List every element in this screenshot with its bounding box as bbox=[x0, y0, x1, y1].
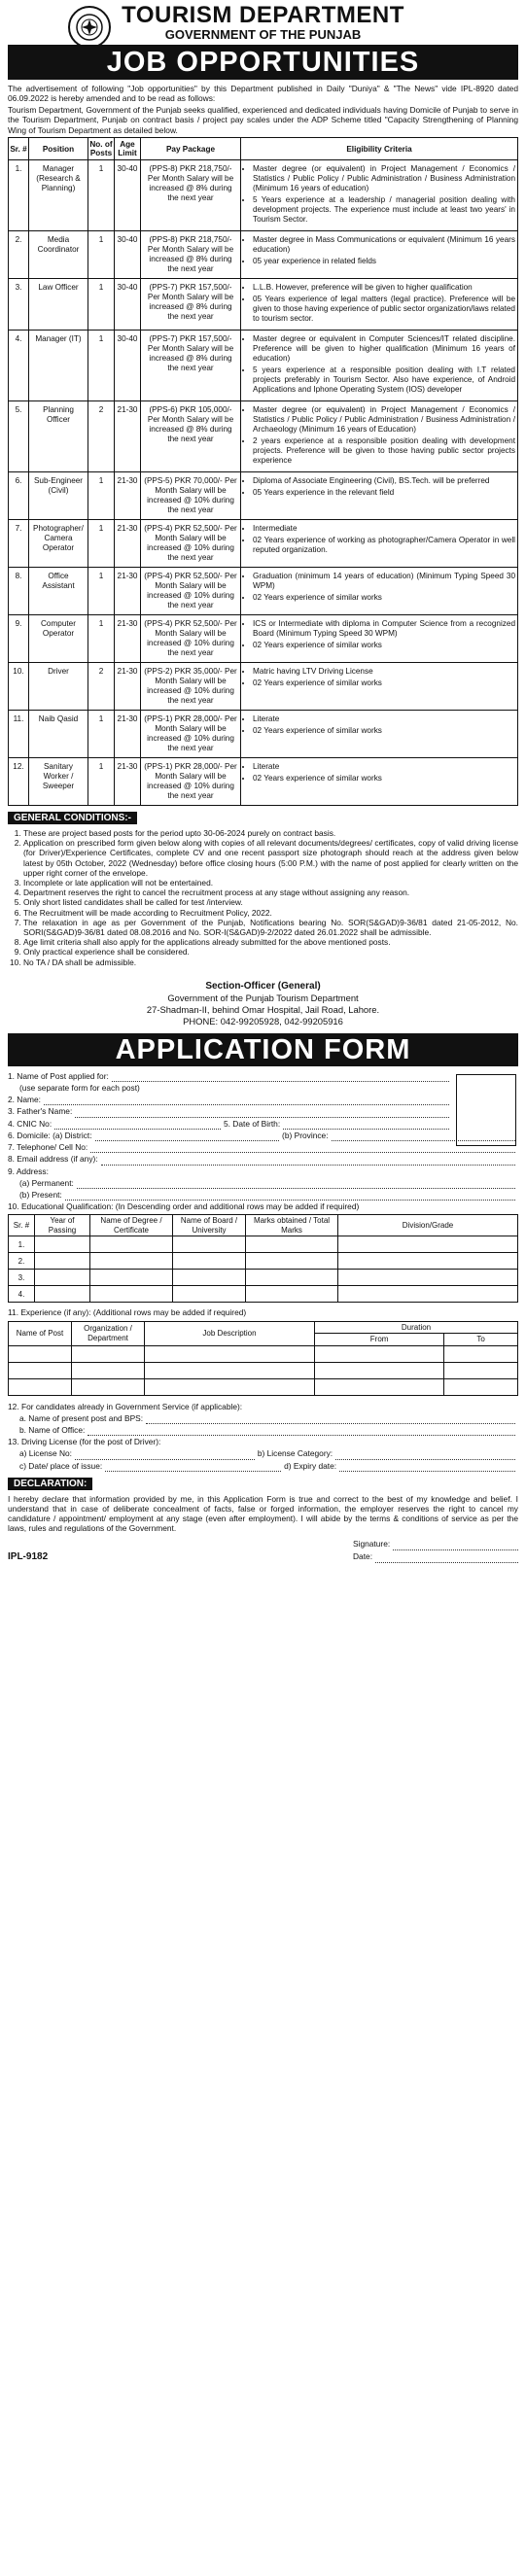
criteria-item: • 02 Years experience of similar works bbox=[253, 679, 515, 688]
experience-label-row bbox=[8, 1306, 518, 1318]
edu-cell[interactable] bbox=[338, 1270, 518, 1286]
col-posts: No. of Posts bbox=[88, 138, 115, 160]
criteria-item: • 05 Years experience in the relevant field bbox=[253, 488, 515, 498]
edu-cell[interactable] bbox=[246, 1253, 338, 1270]
criteria-item: • 2 years experience at a responsible position dealing with development projects. Preference will be given to those having public sector projects experience bbox=[253, 436, 515, 466]
exp-cell[interactable] bbox=[444, 1362, 518, 1378]
job-age: 21-30 bbox=[115, 568, 141, 615]
job-criteria bbox=[241, 615, 518, 663]
job-posts: 1 bbox=[88, 160, 115, 231]
table-row bbox=[9, 520, 518, 568]
edu-cell[interactable] bbox=[338, 1236, 518, 1253]
label-experience: 11. Experience (if any): (Additional rows may be added if required) bbox=[8, 1307, 247, 1318]
experience-table-header bbox=[9, 1321, 518, 1334]
job-position: Driver bbox=[29, 663, 88, 711]
job-criteria bbox=[241, 231, 518, 279]
contact-block bbox=[8, 981, 518, 1027]
punjab-emblem-icon bbox=[68, 6, 111, 49]
table-row bbox=[9, 663, 518, 711]
experience-table bbox=[8, 1321, 518, 1396]
exp-cell[interactable] bbox=[72, 1345, 145, 1362]
job-posts: 1 bbox=[88, 279, 115, 331]
criteria-item: • 02 Years experience of similar works bbox=[253, 641, 515, 650]
exp-cell[interactable] bbox=[444, 1345, 518, 1362]
department-title: TOURISM DEPARTMENT bbox=[122, 2, 404, 28]
job-position: Sanitary Worker / Sweeper bbox=[29, 758, 88, 806]
job-position: Law Officer bbox=[29, 279, 88, 331]
contact-title: Section-Officer (General) bbox=[205, 980, 321, 992]
job-age: 30-40 bbox=[115, 279, 141, 331]
edu-col-header: Division/Grade bbox=[338, 1215, 518, 1236]
job-age: 21-30 bbox=[115, 711, 141, 758]
label-name: 2. Name: bbox=[8, 1095, 41, 1105]
edu-cell[interactable] bbox=[35, 1270, 90, 1286]
photo-box bbox=[456, 1074, 516, 1146]
col-sr: Sr. # bbox=[9, 138, 29, 160]
edu-sr: 1. bbox=[9, 1236, 35, 1253]
job-sr: 6. bbox=[9, 472, 29, 520]
job-posts: 1 bbox=[88, 520, 115, 568]
label-license-issue: c) Date/ place of issue: bbox=[19, 1460, 103, 1471]
criteria-item: • 5 years experience at a responsible position dealing with I.T related projects preferably in Tourism Sector. Also have experience, of Android Applications and Iphone Operating System (IOS) developer bbox=[253, 366, 515, 395]
job-position: Office Assistant bbox=[29, 568, 88, 615]
exp-cell[interactable] bbox=[145, 1362, 315, 1378]
col-criteria: Eligibility Criteria bbox=[241, 138, 518, 160]
jobs-table-header bbox=[9, 138, 518, 160]
job-posts: 1 bbox=[88, 758, 115, 806]
edu-cell[interactable] bbox=[246, 1286, 338, 1303]
exp-cell[interactable] bbox=[9, 1378, 72, 1395]
job-pay: (PPS-7) PKR 157,500/- Per Month Salary will be increased @ 8% during the next year bbox=[141, 331, 241, 401]
job-sr: 5. bbox=[9, 401, 29, 472]
job-sr: 3. bbox=[9, 279, 29, 331]
advertisement-page bbox=[8, 0, 518, 1563]
job-age: 21-30 bbox=[115, 663, 141, 711]
condition-item: 4. Department reserves the right to cancel the recruitment process at any stage without assigning any reason. bbox=[23, 888, 518, 897]
exp-cell[interactable] bbox=[9, 1345, 72, 1362]
intro-text bbox=[8, 84, 518, 135]
job-pay: (PPS-7) PKR 157,500/- Per Month Salary will be increased @ 8% during the next year bbox=[141, 279, 241, 331]
job-criteria bbox=[241, 711, 518, 758]
job-age: 21-30 bbox=[115, 758, 141, 806]
government-subtitle: GOVERNMENT OF THE PUNJAB bbox=[164, 27, 362, 42]
edu-cell[interactable] bbox=[35, 1253, 90, 1270]
job-pay: (PPS-4) PKR 52,500/- Per Month Salary will be increased @ 10% during the next year bbox=[141, 568, 241, 615]
table-row bbox=[9, 568, 518, 615]
label-gov-service: 12. For candidates already in Government Service (if applicable): bbox=[8, 1401, 243, 1411]
job-sr: 12. bbox=[9, 758, 29, 806]
job-sr: 9. bbox=[9, 615, 29, 663]
cnic-field[interactable] bbox=[54, 1120, 221, 1130]
contact-line-2: 27-Shadman-II, behind Omar Hospital, Jail Road, Lahore. bbox=[146, 1003, 380, 1015]
job-pay: (PPS-4) PKR 52,500/- Per Month Salary will be increased @ 10% during the next year bbox=[141, 615, 241, 663]
edu-cell[interactable] bbox=[90, 1236, 173, 1253]
exp-cell[interactable] bbox=[145, 1378, 315, 1395]
label-license-category: b) License Category: bbox=[257, 1448, 333, 1459]
condition-item: 7. The relaxation in age as per Government of the Punjab, Notifications bearing No. SOR(S&GAD)9-36/81 dated 21-05-2012, No. SORI(S&GAD)9-36/81 dated 08.08.2016 and No. SOR-I(S&GAD)9-2/2022 dated 26.01.2022 shall be admissible. bbox=[23, 918, 518, 937]
edu-col-header: Name of Board / University bbox=[173, 1215, 246, 1236]
application-fields bbox=[8, 1070, 518, 1130]
office-name-field[interactable] bbox=[88, 1426, 515, 1436]
jobs-table-body bbox=[9, 160, 518, 806]
job-pay: (PPS-2) PKR 35,000/- Per Month Salary will be increased @ 10% during the next year bbox=[141, 663, 241, 711]
exp-cell[interactable] bbox=[72, 1378, 145, 1395]
post-applied-field[interactable] bbox=[112, 1072, 449, 1082]
job-age: 30-40 bbox=[115, 160, 141, 231]
label-father-name: 3. Father's Name: bbox=[8, 1106, 73, 1117]
condition-item: 9. Only practical experience shall be considered. bbox=[23, 947, 518, 957]
general-conditions-list bbox=[8, 828, 518, 967]
edu-col-header: Name of Degree / Certificate bbox=[90, 1215, 173, 1236]
job-position: Computer Operator bbox=[29, 615, 88, 663]
table-row bbox=[9, 401, 518, 472]
exp-cell[interactable] bbox=[315, 1378, 444, 1395]
edu-col-header: Marks obtained / Total Marks bbox=[246, 1215, 338, 1236]
telephone-field[interactable] bbox=[90, 1143, 515, 1153]
job-criteria bbox=[241, 568, 518, 615]
job-opportunities-banner: JOB OPPORTUNITIES bbox=[8, 45, 518, 80]
label-present-post: a. Name of present post and BPS: bbox=[19, 1412, 144, 1423]
label-email: 8. Email address (if any): bbox=[8, 1154, 98, 1165]
exp-col-from: From bbox=[315, 1334, 444, 1346]
criteria-item: • Graduation (minimum 14 years of education) (Minimum Typing Speed 30 WPM) bbox=[253, 572, 515, 591]
edu-cell[interactable] bbox=[246, 1236, 338, 1253]
edu-cell[interactable] bbox=[338, 1286, 518, 1303]
intro-paragraph-1: The advertisement of following "Job opportunities" by this Department published in Daily "Duniya" & "The News" vide IPL-8920 dated 06.09.2022 is hereby amended and to be read as follows: bbox=[8, 84, 518, 104]
label-permanent-address: (a) Permanent: bbox=[19, 1177, 74, 1188]
exp-cell[interactable] bbox=[72, 1362, 145, 1378]
table-row bbox=[9, 1362, 518, 1378]
table-row bbox=[9, 758, 518, 806]
job-sr: 1. bbox=[9, 160, 29, 231]
table-row bbox=[9, 1345, 518, 1362]
table-row bbox=[9, 160, 518, 231]
job-position: Sub-Engineer (Civil) bbox=[29, 472, 88, 520]
label-education: 10. Educational Qualification: (In Descending order and additional rows may be added if required) bbox=[8, 1201, 360, 1212]
table-row bbox=[9, 1286, 518, 1303]
job-posts: 1 bbox=[88, 711, 115, 758]
job-sr: 10. bbox=[9, 663, 29, 711]
declaration-title: DECLARATION: bbox=[8, 1478, 92, 1490]
exp-col-job: Job Description bbox=[145, 1321, 315, 1345]
criteria-item: • L.L.B. However, preference will be given to higher qualification bbox=[253, 283, 515, 293]
job-criteria bbox=[241, 401, 518, 472]
job-criteria bbox=[241, 758, 518, 806]
job-position: Media Coordinator bbox=[29, 231, 88, 279]
condition-item: 1. These are project based posts for the period upto 30-06-2024 purely on contract basis. bbox=[23, 828, 518, 838]
job-posts: 1 bbox=[88, 472, 115, 520]
job-sr: 8. bbox=[9, 568, 29, 615]
government-service-fields bbox=[8, 1401, 518, 1472]
criteria-item: • 02 Years experience of similar works bbox=[253, 774, 515, 783]
job-position: Naib Qasid bbox=[29, 711, 88, 758]
job-age: 21-30 bbox=[115, 615, 141, 663]
exp-cell[interactable] bbox=[145, 1345, 315, 1362]
exp-col-post: Name of Post bbox=[9, 1321, 72, 1345]
edu-col-header: Sr. # bbox=[9, 1215, 35, 1236]
table-row bbox=[9, 331, 518, 401]
education-table bbox=[8, 1214, 518, 1303]
signature-block bbox=[8, 1538, 518, 1563]
criteria-item: • 02 Years experience of working as photographer/Camera Operator in well reputed organization. bbox=[253, 536, 515, 555]
table-row bbox=[9, 711, 518, 758]
criteria-item: • Master degree (or equivalent) in Project Management / Economics / Statistics / Public Policy / Public Administration / Business Administration / Archaeology (Minimum 16 years of Education) bbox=[253, 405, 515, 435]
criteria-item: • Master degree or equivalent in Computer Sciences/IT related discipline. Preference will be given to higher qualification (Minimum 16 years of education) bbox=[253, 334, 515, 364]
edu-col-header: Year of Passing bbox=[35, 1215, 90, 1236]
education-table-header bbox=[9, 1215, 518, 1236]
condition-item: 3. Incomplete or late application will not be entertained. bbox=[23, 878, 518, 888]
job-age: 21-30 bbox=[115, 520, 141, 568]
edu-cell[interactable] bbox=[173, 1270, 246, 1286]
declaration-text: I hereby declare that information provided by me, in this Application Form is true and correct to the best of my knowledge and belief. I understand that in case of deliberate concealment of facts, false or forged information, the employer reserves the right to cancel my candidature / appointment/ employment at any stage (even after employment). I will abide by the terms & conditions of service as per the laws, rules and regulations of the Government. bbox=[8, 1493, 518, 1534]
edu-sr: 2. bbox=[9, 1253, 35, 1270]
criteria-item: • 5 Years experience at a leadership / managerial position dealing with development projects. The experience must include at least two years' in Tourism Sector. bbox=[253, 195, 515, 225]
exp-cell[interactable] bbox=[315, 1345, 444, 1362]
table-row bbox=[9, 615, 518, 663]
edu-cell[interactable] bbox=[246, 1270, 338, 1286]
dob-field[interactable] bbox=[283, 1120, 449, 1130]
job-criteria bbox=[241, 279, 518, 331]
table-row bbox=[9, 1378, 518, 1395]
license-no-field[interactable] bbox=[75, 1450, 255, 1460]
condition-item: 10. No TA / DA shall be admissible. bbox=[23, 957, 518, 967]
name-field[interactable] bbox=[44, 1096, 449, 1105]
label-post-applied: 1. Name of Post applied for: bbox=[8, 1070, 109, 1081]
edu-cell[interactable] bbox=[338, 1253, 518, 1270]
exp-cell[interactable] bbox=[315, 1362, 444, 1378]
exp-col-duration: Duration bbox=[315, 1321, 518, 1334]
label-separate-form: (use separate form for each post) bbox=[19, 1083, 140, 1094]
application-fields-2 bbox=[8, 1130, 518, 1212]
contact-line-1: Government of the Punjab Tourism Department bbox=[167, 992, 359, 1003]
condition-item: 2. Application on prescribed form given below along with copies of all relevant documents/degrees/ certificates, copy of valid driving license (for Driver)/Experience Certificates, complete CV and one recent passport size photograph should reach at the address given below latest by 05th October, 2022 (Wednesday) before office closing hours (5:00 P.M.) with the name of post applied for clearly written on the upper right corner of the envelope. bbox=[23, 838, 518, 878]
job-posts: 1 bbox=[88, 615, 115, 663]
job-pay: (PPS-8) PKR 218,750/- Per Month Salary will be increased @ 8% during the next year bbox=[141, 231, 241, 279]
edu-cell[interactable] bbox=[173, 1286, 246, 1303]
job-sr: 11. bbox=[9, 711, 29, 758]
label-signature: Signature: bbox=[353, 1538, 391, 1549]
table-row bbox=[9, 472, 518, 520]
edu-sr: 4. bbox=[9, 1286, 35, 1303]
label-present-address: (b) Present: bbox=[19, 1189, 62, 1200]
jobs-table bbox=[8, 137, 518, 806]
job-pay: (PPS-1) PKR 28,000/- Per Month Salary will be increased @ 10% during the next year bbox=[141, 711, 241, 758]
criteria-item: • Master degree in Mass Communications or equivalent (Minimum 16 years education) bbox=[253, 235, 515, 255]
label-domicile-province: (b) Province: bbox=[282, 1130, 329, 1140]
job-criteria bbox=[241, 520, 518, 568]
job-criteria bbox=[241, 472, 518, 520]
label-cnic: 4. CNIC No: bbox=[8, 1118, 53, 1129]
criteria-item: • ICS or Intermediate with diploma in Computer Science from a recognized Board (Minimum Typing Speed 30 WPM) bbox=[253, 619, 515, 639]
job-posts: 1 bbox=[88, 568, 115, 615]
present-post-field[interactable] bbox=[146, 1414, 515, 1424]
application-form-banner: APPLICATION FORM bbox=[8, 1033, 518, 1066]
criteria-item: • Literate bbox=[253, 762, 515, 772]
job-pay: (PPS-6) PKR 105,000/- Per Month Salary will be increased @ 8% during the next year bbox=[141, 401, 241, 472]
signature-fields bbox=[353, 1538, 518, 1563]
table-row bbox=[9, 231, 518, 279]
permanent-address-field[interactable] bbox=[77, 1179, 515, 1189]
job-sr: 2. bbox=[9, 231, 29, 279]
job-posts: 1 bbox=[88, 231, 115, 279]
job-posts: 2 bbox=[88, 401, 115, 472]
label-driving-license: 13. Driving License (for the post of Driver): bbox=[8, 1437, 161, 1447]
label-office-name: b. Name of Office: bbox=[19, 1424, 86, 1435]
present-address-field[interactable] bbox=[65, 1191, 515, 1201]
edu-cell[interactable] bbox=[35, 1286, 90, 1303]
edu-cell[interactable] bbox=[90, 1270, 173, 1286]
edu-cell[interactable] bbox=[173, 1253, 246, 1270]
job-pay: (PPS-1) PKR 28,000/- Per Month Salary will be increased @ 10% during the next year bbox=[141, 758, 241, 806]
intro-paragraph-2: Tourism Department, Government of the Punjab seeks qualified, experienced and dedicated individuals having Domicile of Punjab to serve in the Tourism Department, Punjab on contract basis / project pay scales under the ADP Scheme titled "Capacity Strengthening of Planning Wing of Tourism Department as detailed below. bbox=[8, 104, 518, 135]
criteria-item: • Diploma of Associate Engineering (Civil), BS.Tech. will be preferred bbox=[253, 476, 515, 486]
edu-cell[interactable] bbox=[173, 1236, 246, 1253]
condition-item: 8. Age limit criteria shall also apply for the applications already submitted for the above mentioned posts. bbox=[23, 937, 518, 947]
job-age: 21-30 bbox=[115, 401, 141, 472]
father-name-field[interactable] bbox=[75, 1108, 449, 1118]
edu-cell[interactable] bbox=[35, 1236, 90, 1253]
label-license-expiry: d) Expiry date: bbox=[284, 1460, 337, 1471]
job-pay: (PPS-5) PKR 70,000/- Per Month Salary will be increased @ 10% during the next year bbox=[141, 472, 241, 520]
table-row bbox=[9, 1236, 518, 1253]
condition-item: 6. The Recruitment will be made according to Recruitment Policy, 2022. bbox=[23, 908, 518, 918]
criteria-item: • Intermediate bbox=[253, 524, 515, 534]
table-row bbox=[9, 279, 518, 331]
criteria-item: • Master degree (or equivalent) in Project Management / Economics / Statistics / Public Policy / Public Administration / Business Administration (Minimum 16 years of education) bbox=[253, 164, 515, 193]
exp-col-org: Organization / Department bbox=[72, 1321, 145, 1345]
job-sr: 4. bbox=[9, 331, 29, 401]
job-posts: 1 bbox=[88, 331, 115, 401]
edu-cell[interactable] bbox=[90, 1286, 173, 1303]
criteria-item: • 05 Years experience of legal matters (legal practice). Preference will be given to those having experience of public sector organization/laws related to tourism sector. bbox=[253, 295, 515, 324]
job-pay: (PPS-4) PKR 52,500/- Per Month Salary will be increased @ 10% during the next year bbox=[141, 520, 241, 568]
education-table-body bbox=[9, 1236, 518, 1303]
job-position: Photographer/ Camera Operator bbox=[29, 520, 88, 568]
table-row bbox=[9, 1253, 518, 1270]
criteria-item: • 05 year experience in related fields bbox=[253, 257, 515, 266]
criteria-item: • 02 Years experience of similar works bbox=[253, 593, 515, 603]
general-conditions-title: GENERAL CONDITIONS:- bbox=[8, 812, 137, 824]
criteria-item: • Literate bbox=[253, 714, 515, 724]
label-telephone: 7. Telephone/ Cell No: bbox=[8, 1142, 88, 1153]
email-field[interactable] bbox=[101, 1156, 515, 1166]
ipl-number: IPL-9182 bbox=[8, 1550, 49, 1562]
signature-field[interactable] bbox=[393, 1541, 518, 1550]
job-position: Manager (IT) bbox=[29, 331, 88, 401]
exp-cell[interactable] bbox=[9, 1362, 72, 1378]
label-date: Date: bbox=[353, 1550, 373, 1561]
header bbox=[8, 4, 518, 42]
exp-col-to: To bbox=[444, 1334, 518, 1346]
job-criteria bbox=[241, 663, 518, 711]
label-address: 9. Address: bbox=[8, 1166, 49, 1176]
job-age: 30-40 bbox=[115, 331, 141, 401]
job-sr: 7. bbox=[9, 520, 29, 568]
domicile-district-field[interactable] bbox=[95, 1131, 279, 1141]
job-position: Manager (Research & Planning) bbox=[29, 160, 88, 231]
label-domicile-district: 6. Domicile: (a) District: bbox=[8, 1130, 92, 1140]
job-criteria bbox=[241, 331, 518, 401]
col-position: Position bbox=[29, 138, 88, 160]
criteria-item: • 02 Years experience of similar works bbox=[253, 726, 515, 736]
job-pay: (PPS-8) PKR 218,750/- Per Month Salary will be increased @ 8% during the next year bbox=[141, 160, 241, 231]
license-issue-field[interactable] bbox=[105, 1462, 281, 1472]
contact-phone: PHONE: 042-99205928, 042-99205916 bbox=[183, 1015, 343, 1027]
date-field[interactable] bbox=[375, 1553, 518, 1563]
col-age: Age Limit bbox=[115, 138, 141, 160]
license-category-field[interactable] bbox=[335, 1450, 515, 1460]
exp-cell[interactable] bbox=[444, 1378, 518, 1395]
col-pay: Pay Package bbox=[141, 138, 241, 160]
condition-item: 5. Only short listed candidates shall be called for test /interview. bbox=[23, 897, 518, 907]
job-age: 21-30 bbox=[115, 472, 141, 520]
job-posts: 2 bbox=[88, 663, 115, 711]
job-criteria bbox=[241, 160, 518, 231]
edu-cell[interactable] bbox=[90, 1253, 173, 1270]
edu-sr: 3. bbox=[9, 1270, 35, 1286]
label-dob: 5. Date of Birth: bbox=[223, 1118, 281, 1129]
table-row bbox=[9, 1270, 518, 1286]
criteria-item: • Matric having LTV Driving License bbox=[253, 667, 515, 677]
label-license-no: a) License No: bbox=[19, 1448, 72, 1459]
license-expiry-field[interactable] bbox=[339, 1462, 515, 1472]
job-position: Planning Officer bbox=[29, 401, 88, 472]
job-age: 30-40 bbox=[115, 231, 141, 279]
